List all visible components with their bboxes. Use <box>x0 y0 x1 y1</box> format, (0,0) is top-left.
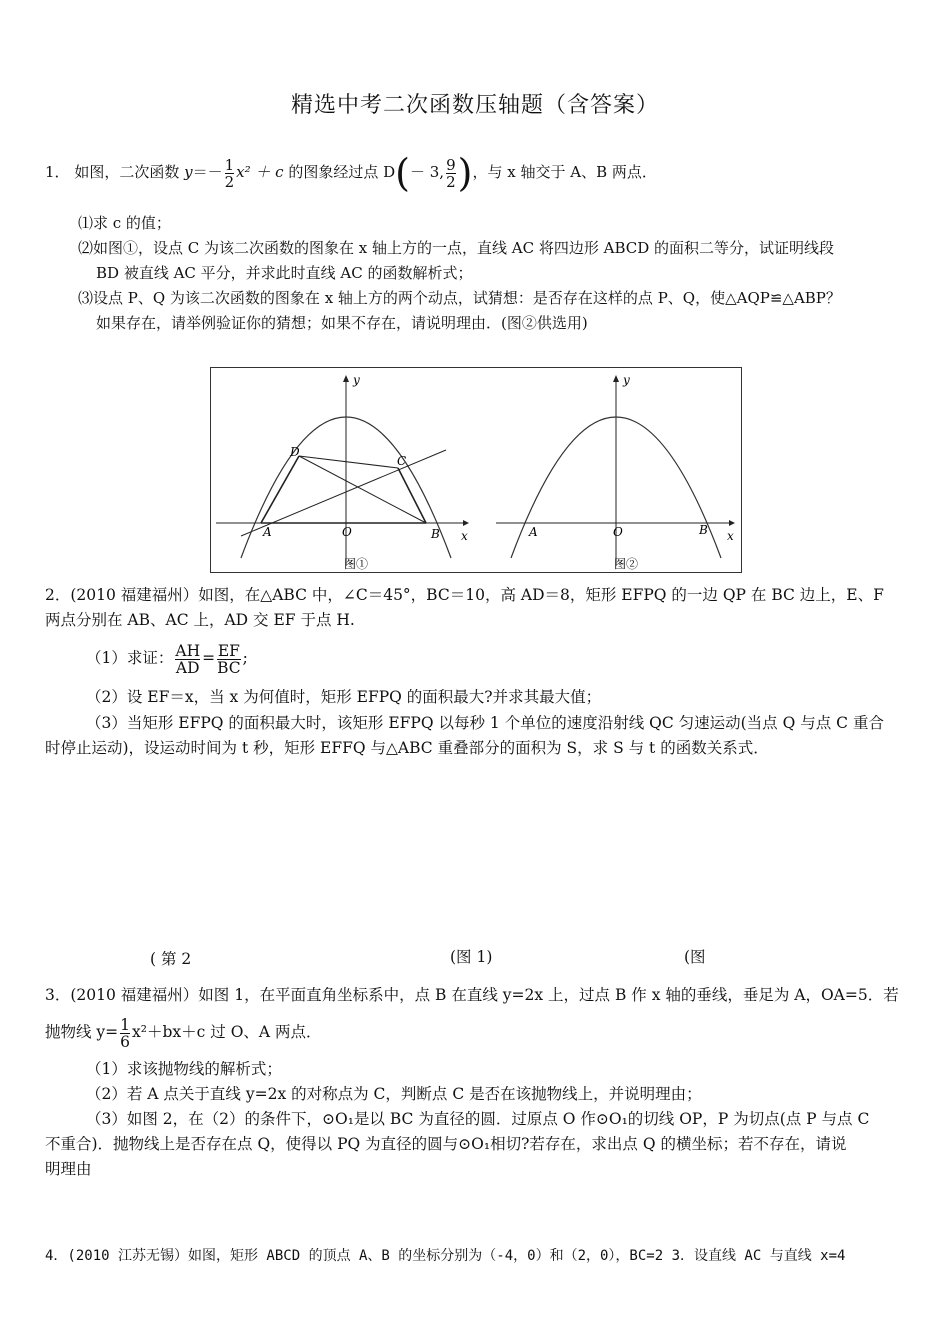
left-paren: ( <box>395 151 410 195</box>
q3-line1: 3．(2010 福建福州）如图 1，在平面直角坐标系中，点 B 在直线 y=2x 上，过点 B 作 x 轴的垂线，垂足为 A，OA=5．若 <box>45 986 899 1004</box>
q2-f2-num: EF <box>217 641 240 660</box>
q1-intro-b: 的图象经过点 D <box>288 163 396 181</box>
q4-line1: 4．(2010 江苏无锡）如图，矩形 ABCD 的顶点 A、B 的坐标分别为（-4，0）和（2，0），BC=2 3．设直线 AC 与直线 x=4 <box>45 1248 846 1264</box>
q2-line1: 2．(2010 福建福州）如图，在△ABC 中，∠C＝45°，BC＝10，高 AD＝8，矩形 EFPQ 的一边 QP 在 BC 边上，E、F <box>45 586 884 604</box>
q3-part3a: （3）如图 2，在（2）的条件下，⊙O₁是以 BC 为直径的圆．过原点 O 作⊙O₁的切线 OP，P 为切点(点 P 与点 C <box>86 1110 870 1128</box>
q1-part2b: BD 被直线 AC 平分，并求此时直线 AC 的函数解析式； <box>96 264 473 282</box>
q2-part1 <box>86 638 248 678</box>
caption-q2: ( 第 2 <box>150 950 192 968</box>
q1-func-eq: ＝－ <box>192 163 223 181</box>
fig1-segment-dc <box>299 456 398 468</box>
q1-intro-c: ，与 x 轴交于 A、B 两点． <box>472 163 657 181</box>
q1-point-x: － 3, <box>410 163 445 181</box>
fig2-label-y: y <box>623 373 630 387</box>
fig2-x-arrow <box>729 520 735 526</box>
q2-line2: 两点分别在 AB、AC 上，AD 交 EF 于点 H. <box>45 611 355 629</box>
q3-part2: （2）若 A 点关于直线 y=2x 的对称点为 C，判断点 C 是否在该抛物线上，并说明理由； <box>86 1085 702 1103</box>
q1-pt-den: 2 <box>446 172 456 191</box>
fig1-label-c: C <box>397 454 407 468</box>
q2-part1-label: （1）求证： <box>86 649 174 667</box>
q2-part3a: （3）当矩形 EFPQ 的面积最大时，该矩形 EFPQ 以每秒 1 个单位的速度沿射线 QC 匀速运动(当点 Q 与点 C 重合 <box>86 714 884 732</box>
caption-fig2: (图 <box>684 948 706 966</box>
fig1-label-x: x <box>461 529 468 543</box>
q2-part3b: 时停止运动)，设运动时间为 t 秒，矩形 EFFQ 与△ABC 重叠部分的面积为 S，求 S 与 t 的函数关系式． <box>45 739 769 757</box>
fig1-caption: 图① <box>344 557 369 571</box>
q1-number: 1． <box>45 163 70 181</box>
q1-stem <box>45 150 657 194</box>
q1-figure <box>210 367 742 573</box>
fig1-segment-cb <box>398 468 426 523</box>
q2-semi: ; <box>242 649 248 667</box>
q3-frac <box>120 1017 130 1050</box>
page-title: 精选中考二次函数压轴题（含答案） <box>290 93 659 118</box>
q3-part3b: 不重合)．抛物线上是否存在点 Q，使得以 PQ 为直径的圆与⊙O₁相切?若存在，求出点 Q 的横坐标；若不存在，请说 <box>45 1135 847 1153</box>
q3-line2a: 抛物线 y= <box>45 1023 119 1041</box>
q3-part3c: 明理由 <box>45 1160 92 1178</box>
fig2-label-x: x <box>727 529 734 543</box>
q2-part2: （2）设 EF＝x，当 x 为何值时，矩形 EFPQ 的面积最大?并求其最大值； <box>86 688 602 706</box>
q1-figure-svg <box>211 368 741 572</box>
fig2-y-arrow <box>613 375 619 382</box>
q1-frac-den: 2 <box>224 172 235 191</box>
q3-frac-den: 6 <box>120 1032 131 1051</box>
q2-f2-den: BC <box>217 658 241 677</box>
q1-frac-num: 1 <box>224 155 235 174</box>
fig1-label-d: D <box>290 445 300 459</box>
q2-f1-num: AH <box>175 641 201 660</box>
q1-part3b: 如果存在，请举例验证你的猜想；如果不存在，请说明理由．(图②供选用) <box>96 314 588 332</box>
fig1-segment-ad <box>261 456 299 523</box>
q1-part2a: ⑵如图①，设点 C 为该二次函数的图象在 x 轴上方的一点，直线 AC 将四边形 ABCD 的面积二等分，试证明线段 <box>78 239 835 257</box>
q1-func-frac <box>225 157 235 190</box>
q1-func-rest: x² ＋ c <box>236 163 284 181</box>
q3-line2b: x²＋bx＋c 过 O、A 两点． <box>132 1023 322 1041</box>
fig1-label-o: O <box>342 525 352 539</box>
q3-part1: （1）求该抛物线的解析式； <box>86 1060 282 1078</box>
q1-pt-num: 9 <box>446 155 456 174</box>
q1-part3a: ⑶设点 P、Q 为该二次函数的图象在 x 轴上方的两个动点，试猜想：是否存在这样的点 P、Q，使△AQP≌△ABP？ <box>78 289 841 307</box>
fig1-label-a: A <box>263 525 272 539</box>
q3-frac-num: 1 <box>120 1015 131 1034</box>
fig1-y-arrow <box>343 375 349 382</box>
fig2-label-o: O <box>613 525 623 539</box>
fig2-caption: 图② <box>614 557 639 571</box>
q3-line2 <box>45 1012 322 1052</box>
right-paren: ) <box>457 151 473 195</box>
q2-frac-ef-bc <box>217 643 241 676</box>
fig1-label-y: y <box>353 373 360 387</box>
q1-part1: ⑴求 c 的值； <box>78 214 171 232</box>
q2-f1-den: AD <box>175 658 200 677</box>
q1-intro-a: 如图，二次函数 <box>74 163 180 181</box>
fig1-label-b: B <box>431 527 440 541</box>
q2-eq: = <box>202 649 216 667</box>
fig1-x-arrow <box>463 520 469 526</box>
caption-fig1: (图 1) <box>450 948 493 966</box>
q1-func-y: y <box>184 163 193 181</box>
fig2-label-a: A <box>529 525 538 539</box>
fig2-label-b: B <box>699 523 708 537</box>
q2-frac-ah-ad <box>175 643 200 676</box>
q1-point-frac <box>446 157 456 190</box>
